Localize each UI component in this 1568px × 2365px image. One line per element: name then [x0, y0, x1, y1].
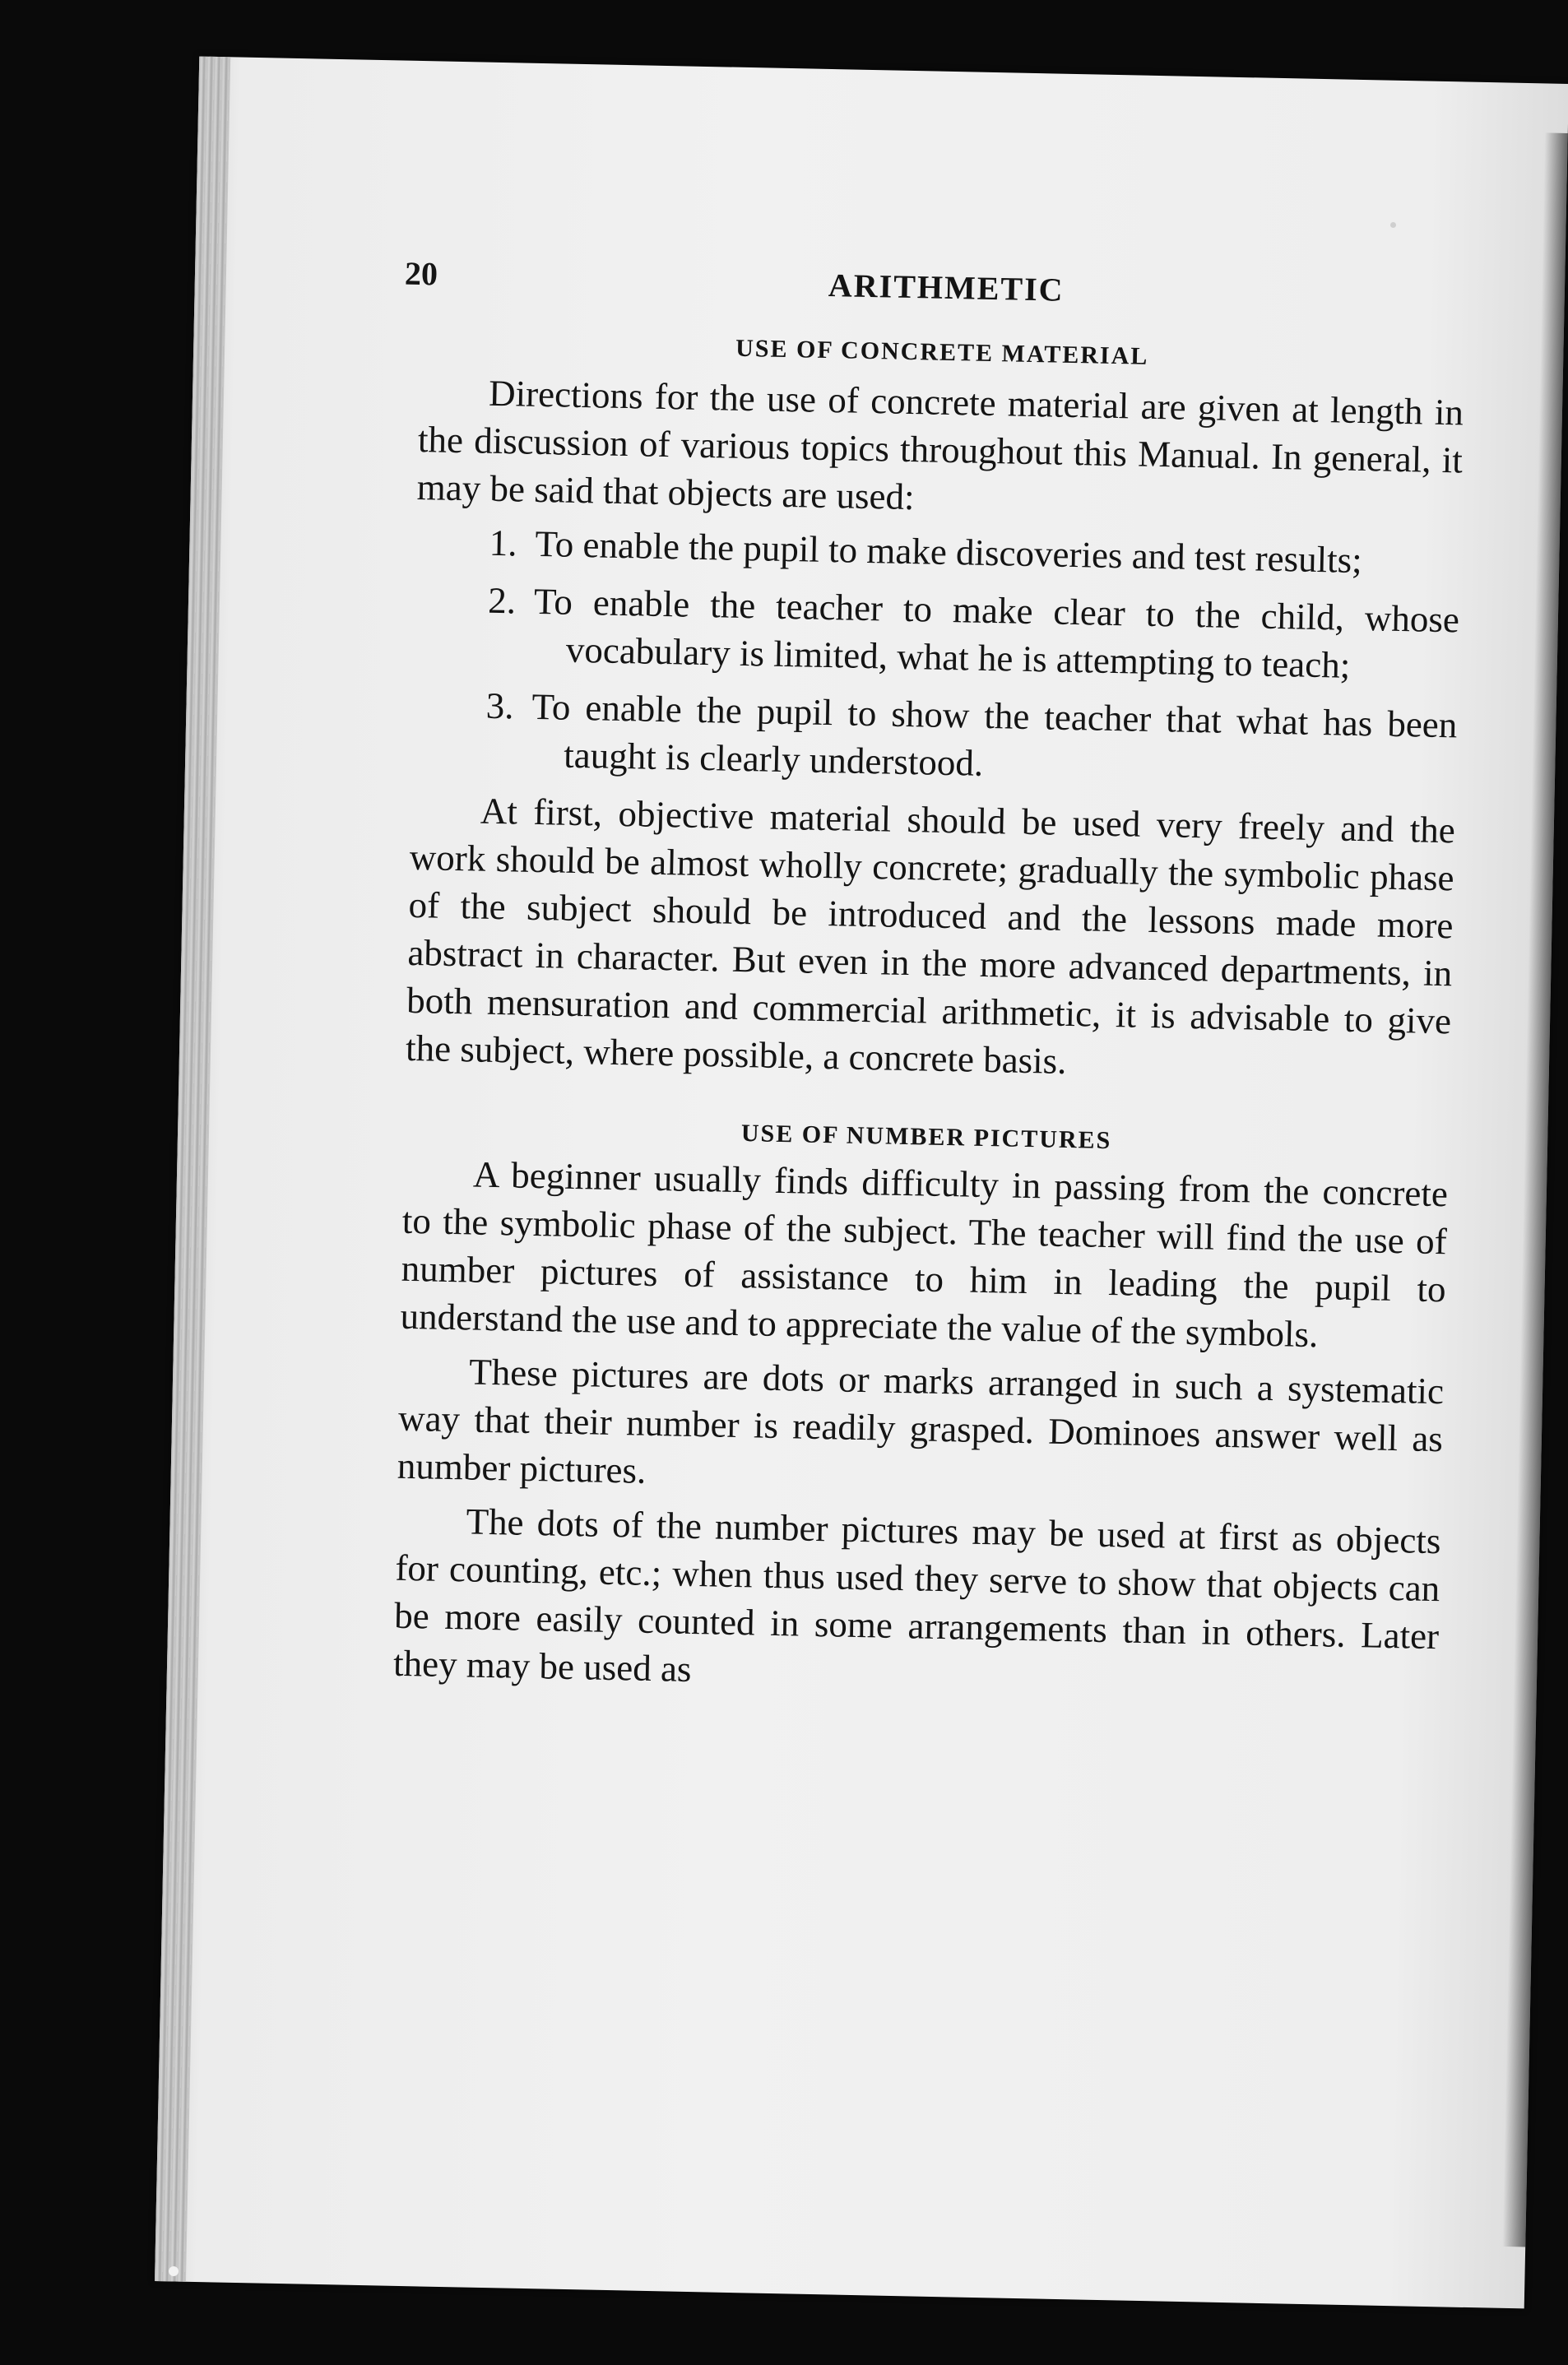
running-title: ARITHMETIC	[828, 266, 1065, 308]
paragraph: The dots of the number pictures may be used at first as objects for counting, etc.; when thus used they serve to show that objects can be more easily counted in some arrangements than in others. Later they may be used as	[392, 1500, 1441, 1690]
book-page	[155, 57, 1568, 2309]
dust-speck	[1390, 222, 1396, 228]
running-header	[404, 254, 1466, 324]
list-item-text: To enable the teacher to make clear to the child, whose vocabulary is limited, what he is attempting to teach;	[533, 580, 1460, 686]
list-item-number: 1.	[489, 522, 518, 564]
section-heading-concrete-material: USE OF CONCRETE MATERIAL	[735, 334, 1149, 370]
page-shadow-edge	[1502, 132, 1568, 2247]
paragraph: Directions for the use of concrete material are given at length in the discussion of various topics throughout this Manual. In general, it may be said that objects are used:	[416, 372, 1464, 518]
list-item-number: 3.	[485, 684, 515, 727]
paragraph: A beginner usually finds difficulty in passing from the concrete to the symbolic phase of the subject. The teacher will find the use of number pictures of assistance to him in leading the pupil to understand the use and to appreciate the value of the symbols.	[400, 1153, 1449, 1356]
list-item-text: To enable the pupil to show the teacher that what has been taught is clearly understood.	[531, 685, 1458, 784]
list-item	[411, 680, 1458, 796]
section-heading-number-pictures: USE OF NUMBER PICTURES	[740, 1120, 1112, 1155]
book-spine-edge	[155, 57, 230, 2282]
paragraph: At first, objective material should be used very freely and the work should be almost wholly concrete; gradually the symbolic phase of the subject should be introduced and the lessons made more abstract in character. But even in the more advanced departments, in both mensuration and commercial arithmetic, it is advisable to give the subject, where possible, a concrete basis.	[405, 790, 1456, 1082]
numbered-list	[411, 517, 1461, 796]
page-number: 20	[404, 254, 438, 293]
list-item-text: To enable the pupil to make discoveries and test results;	[535, 522, 1363, 582]
dust-speck	[169, 2266, 179, 2276]
list-item-number: 2.	[487, 579, 517, 622]
page-content	[392, 254, 1466, 1714]
paragraph: These pictures are dots or marks arranged in such a systematic way that their number is readily grasped. Dominoes answer well as number pictures.	[397, 1351, 1445, 1491]
list-item	[413, 575, 1459, 691]
